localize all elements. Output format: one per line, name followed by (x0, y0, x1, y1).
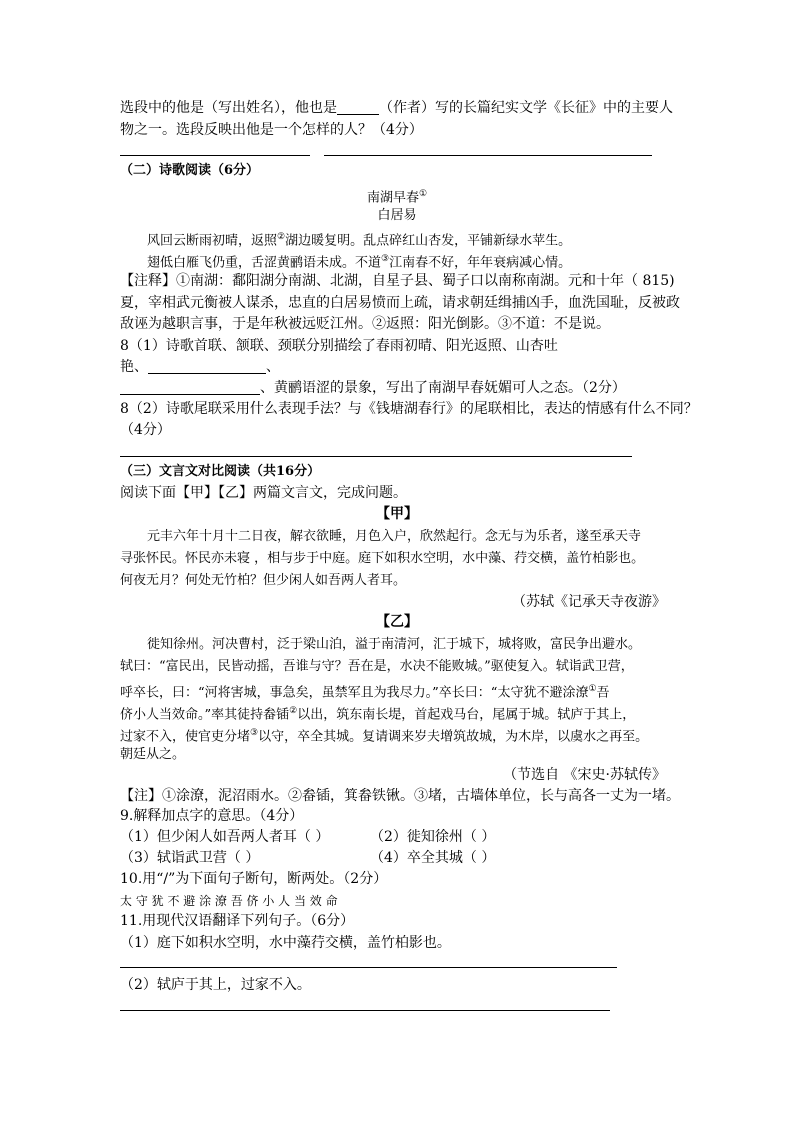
q8-text: 、 (266, 359, 280, 375)
q11-prompt: 11.用现代汉语翻译下列句子。（6分） (120, 913, 355, 929)
text-yi-line-3 (120, 679, 610, 703)
q11-item-2: （2）轼庐于其上，过家不入。 (120, 977, 311, 993)
text-yi: 过家不入，使官吏分堵 (120, 729, 251, 745)
footnote-mark: ① (418, 189, 428, 199)
text-yi: 侪小人当效命。”率其徒持畚锸 (120, 707, 290, 723)
poem-text: 江南春不好，年年衰病减心情。 (389, 255, 572, 271)
poem-title (120, 184, 674, 208)
q9-item-4: （4）卒全其城（ ） (370, 850, 496, 866)
text-yi: 呼卒长，曰：“河将害城，事急矣，虽禁军且为我尽力。”卒长曰：“太守犹不避涂潦 (120, 685, 589, 701)
poem-text: 翅低白雁飞仍重，舌涩黄鹂语未成。不道 (147, 255, 382, 271)
q8-blank-2[interactable] (120, 380, 260, 395)
q9-item-1: （1）但少闲人如吾两人者耳（ ） (120, 829, 330, 845)
classical-instruction: 阅读下面【甲】【乙】两篇文言文，完成问题。 (120, 485, 407, 501)
footnote-mark: ② (277, 232, 286, 242)
text-yi-source: （节选自 《宋史·苏轼传》 (503, 767, 666, 783)
q11-item-1: （1）庭下如积水空明，水中藻荇交横，盖竹柏影也。 (120, 935, 451, 951)
poem-note-1: 【注释】①南湖：鄱阳湖分南湖、北湖，自星子县、蜀子口以南称南湖。元和十年（ 815) (120, 273, 675, 289)
q8-2-line-1: 8（2）诗歌尾联采用什么表现手法？与《钱塘湖春行》的尾联相比，表达的情感有什么不同？ (120, 401, 698, 417)
poem-text: 湖边暖复明。乱点碎红山杏发，平铺新绿水苹生。 (285, 233, 572, 249)
answer-line[interactable] (120, 1010, 610, 1011)
q8-blank-1[interactable] (148, 359, 266, 374)
poem-note-2: 夏，宰相武元衡被人谋杀，忠直的白居易愤而上疏，请求朝廷缉捕凶手，血洗国耻，反被政 (120, 295, 680, 311)
poem-line-2 (147, 249, 571, 273)
intro-text: （作者）写的长篇纪实文学《长征》中的主要人 (379, 100, 673, 116)
text-yi: 以守，卒全其城。复请调来岁夫增筑故城，为木岸，以虞水之再至。 (258, 729, 649, 745)
text-jia-line-1: 元丰六年十月十二日夜，解衣欲睡，月色入户，欣然起行。念无与为乐者，遂至承天寺 (147, 529, 642, 544)
text-yi-line-5 (120, 723, 648, 747)
footnote-mark: ② (289, 706, 298, 716)
author-blank[interactable] (337, 100, 379, 115)
poem-title-text: 南湖早春 (366, 190, 419, 206)
footnote-mark: ① (588, 684, 597, 694)
text-yi-line-2: 轼曰：“富民出，民皆动摇，吾谁与守？吾在是，水决不能败城。”驱使复入。轼诣武卫营， (120, 659, 634, 674)
intro-line-2: 物之一。选段反映出他是一个怎样的人？（4分） (120, 122, 423, 138)
poetry-heading: （二）诗歌阅读（6分） (120, 163, 260, 178)
classical-note: 【注】①涂潦，泥沼雨水。②畚锸，箕畚铁锹。③堵，古墙体单位，长与高各一丈为一堵。 (120, 788, 680, 804)
poem-author: 白居易 (377, 208, 417, 223)
text-yi-line-1: 徙知徐州。河决曹村，泛于梁山泊，溢于南清河，汇于城下，城将败，富民争出避水。 (147, 637, 642, 652)
text-yi: 以出，筑东南长堤，首起戏马台，尾属于城。轼庐于其上， (297, 707, 636, 723)
text-yi-line-4 (120, 701, 635, 725)
answer-line[interactable] (120, 967, 617, 968)
text-yi-label: 【乙】 (376, 614, 418, 630)
classical-heading: （三）文言文对比阅读（共16分） (120, 464, 321, 479)
poem-line-1 (147, 227, 571, 251)
q8-text: 艳、 (120, 359, 148, 375)
poem-text: 风回云断雨初晴，返照 (147, 233, 278, 249)
text-jia-source: （苏轼《记承天寺夜游》 (512, 594, 666, 610)
text-yi: 吾 (596, 685, 610, 701)
answer-line[interactable] (120, 155, 310, 156)
q8-text: 、黄鹂语涩的景象，写出了南湖早春妩媚可人之态。（2分） (260, 380, 626, 396)
q8-1-line-1: 8（1）诗歌首联、颔联、颈联分别描绘了春雨初晴、阳光返照、山杏吐 (120, 338, 558, 354)
intro-text: 选段中的他是（写出姓名），他也是 (120, 100, 337, 116)
answer-line[interactable] (120, 456, 632, 457)
text-yi-line-6: 朝廷从之。 (120, 747, 186, 762)
footnote-mark: ③ (381, 254, 390, 264)
intro-line-1 (120, 98, 673, 118)
answer-line[interactable] (324, 155, 652, 156)
q8-2-line-2: （4分） (120, 422, 171, 438)
q10-prompt: 10.用“/”为下面句子断句，断两处。（2分） (120, 871, 388, 887)
poem-note-3: 敌诬为越职言事，于是年秋被远贬江州。②返照：阳光倒影。③不道：不是说。 (120, 316, 610, 332)
text-jia-line-2: 寻张怀民。怀民亦未寝 ，相与步于中庭。庭下如积水空明，水中藻、荇交横，盖竹柏影也。 (120, 551, 645, 566)
q8-1-line-3 (120, 378, 626, 398)
q9-prompt: 9.解释加点字的意思。（4分） (120, 808, 304, 824)
q10-sentence: 太 守 犹 不 避 涂 潦 吾 侪 小 人 当 效 命 (120, 894, 338, 908)
footnote-mark: ③ (250, 728, 259, 738)
q9-item-2: （2）徙知徐州（ ） (370, 829, 496, 845)
q8-1-line-2 (120, 357, 280, 377)
q9-item-3: （3）轼诣武卫营（ ） (120, 850, 260, 866)
text-jia-label: 【甲】 (376, 506, 418, 522)
text-jia-line-3: 何夜无月？何处无竹柏？但少闲人如吾两人者耳。 (120, 573, 407, 588)
